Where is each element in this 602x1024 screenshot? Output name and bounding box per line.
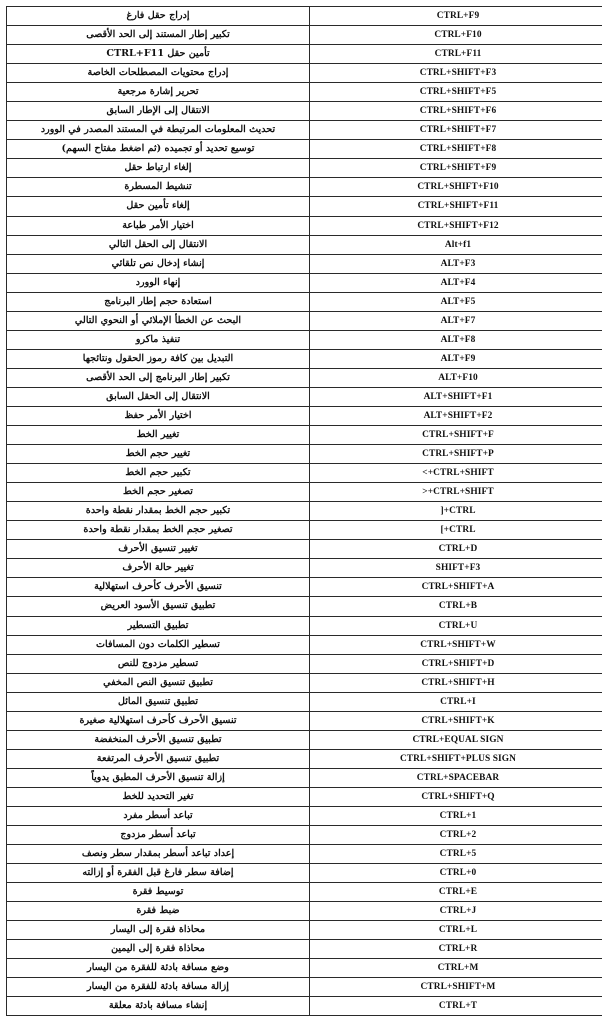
shortcut-key: CTRL+E [310, 883, 602, 902]
shortcut-key: CTRL+EQUAL SIGN [310, 730, 602, 749]
shortcut-description: تحرير إشارة مرجعية [7, 83, 310, 102]
table-row [7, 826, 602, 845]
shortcut-key: CTRL+2 [310, 826, 602, 845]
shortcut-key: CTRL+SHIFT+D [310, 654, 602, 673]
table-row [7, 368, 602, 387]
shortcut-key: CTRL+SHIFT+H [310, 673, 602, 692]
shortcut-description: تغيير حالة الأحرف [7, 559, 310, 578]
shortcut-key: >+CTRL+SHIFT [310, 483, 602, 502]
shortcut-description: تغيير حجم الخط [7, 445, 310, 464]
shortcut-key: SHIFT+F3 [310, 559, 602, 578]
shortcut-description: البحث عن الخطأ الإملائي أو النحوي التالي [7, 311, 310, 330]
shortcut-key: CTRL+SHIFT+F3 [310, 64, 602, 83]
table-row [7, 883, 602, 902]
table-row [7, 749, 602, 768]
shortcut-key: CTRL+0 [310, 864, 602, 883]
shortcut-key: [+CTRL [310, 521, 602, 540]
shortcut-key: CTRL+1 [310, 806, 602, 825]
shortcut-key: CTRL+F9 [310, 7, 602, 26]
shortcut-key: CTRL+SHIFT+F11 [310, 197, 602, 216]
shortcut-key: CTRL+SHIFT+M [310, 978, 602, 997]
shortcut-key: ALT+SHIFT+F2 [310, 406, 602, 425]
shortcut-description: إزالة تنسيق الأحرف المطبق يدوياً [7, 768, 310, 787]
table-row [7, 83, 602, 102]
table-row [7, 330, 602, 349]
shortcut-description: تصغير حجم الخط [7, 483, 310, 502]
shortcut-key: CTRL+5 [310, 845, 602, 864]
table-row [7, 45, 602, 64]
shortcuts-table [6, 6, 602, 1016]
shortcut-description: ضبط فقرة [7, 902, 310, 921]
shortcut-key: CTRL+SHIFT+F7 [310, 121, 602, 140]
shortcuts-table-body [7, 7, 602, 1016]
table-row [7, 902, 602, 921]
shortcut-description: محاذاة فقرة إلى اليسار [7, 921, 310, 940]
shortcut-key: CTRL+SHIFT+P [310, 445, 602, 464]
table-row [7, 292, 602, 311]
shortcut-key: CTRL+SHIFT+F [310, 426, 602, 445]
table-row [7, 806, 602, 825]
table-row [7, 159, 602, 178]
table-row [7, 64, 602, 83]
table-row [7, 940, 602, 959]
shortcut-key: CTRL+SHIFT+PLUS SIGN [310, 749, 602, 768]
shortcut-key: CTRL+I [310, 692, 602, 711]
table-row [7, 464, 602, 483]
shortcut-key: CTRL+SHIFT+F12 [310, 216, 602, 235]
table-row [7, 635, 602, 654]
shortcut-key: CTRL+SPACEBAR [310, 768, 602, 787]
shortcut-description: تطبيق تنسيق المائل [7, 692, 310, 711]
table-row [7, 26, 602, 45]
table-row [7, 349, 602, 368]
shortcut-description: إنشاء إدخال نص تلقائي [7, 254, 310, 273]
shortcut-description: تطبيق تنسيق الأحرف المنخفضة [7, 730, 310, 749]
shortcut-description: تكبير إطار البرنامج إلى الحد الأقصى [7, 368, 310, 387]
shortcut-key: CTRL+SHIFT+F6 [310, 102, 602, 121]
shortcut-key: ALT+F8 [310, 330, 602, 349]
shortcut-key: ALT+F10 [310, 368, 602, 387]
table-row [7, 692, 602, 711]
shortcut-description: تباعد أسطر مفرد [7, 806, 310, 825]
table-row [7, 521, 602, 540]
table-row [7, 273, 602, 292]
shortcut-description: تكبير حجم الخط بمقدار نقطة واحدة [7, 502, 310, 521]
shortcut-key: Alt+f1 [310, 235, 602, 254]
table-row [7, 140, 602, 159]
shortcut-description: اختيار الأمر طباعة [7, 216, 310, 235]
table-row [7, 768, 602, 787]
shortcut-key: CTRL+SHIFT+K [310, 711, 602, 730]
shortcut-description: إعداد تباعد أسطر بمقدار سطر ونصف [7, 845, 310, 864]
shortcut-key: CTRL+B [310, 597, 602, 616]
shortcut-key: ALT+F3 [310, 254, 602, 273]
table-row [7, 216, 602, 235]
table-row [7, 673, 602, 692]
table-row [7, 406, 602, 425]
shortcut-description: تأمين حقل CTRL+F11 [7, 45, 310, 64]
shortcut-key: CTRL+J [310, 902, 602, 921]
shortcut-description: تسطير مزدوج للنص [7, 654, 310, 673]
shortcut-description: استعادة حجم إطار البرنامج [7, 292, 310, 311]
shortcut-description: إلغاء ارتباط حقل [7, 159, 310, 178]
shortcut-description: إدراج حقل فارغ [7, 7, 310, 26]
shortcut-key: CTRL+SHIFT+F9 [310, 159, 602, 178]
table-row [7, 997, 602, 1016]
shortcut-key: <+CTRL+SHIFT [310, 464, 602, 483]
shortcut-description: تغير التحديد للخط [7, 787, 310, 806]
table-row [7, 730, 602, 749]
table-row [7, 864, 602, 883]
shortcut-description: إزالة مسافة بادئة للفقرة من اليسار [7, 978, 310, 997]
table-row [7, 921, 602, 940]
shortcut-description: إنشاء مسافة بادئة معلقة [7, 997, 310, 1016]
table-row [7, 197, 602, 216]
shortcut-key: CTRL+SHIFT+F10 [310, 178, 602, 197]
shortcut-description: توسيع تحديد أو تجميده (ثم اضغط مفتاح السهم) [7, 140, 310, 159]
shortcut-description: الانتقال إلى الإطار السابق [7, 102, 310, 121]
table-row [7, 540, 602, 559]
table-row [7, 787, 602, 806]
table-row [7, 311, 602, 330]
shortcut-key: CTRL+SHIFT+A [310, 578, 602, 597]
table-row [7, 235, 602, 254]
shortcut-description: تنشيط المسطرة [7, 178, 310, 197]
shortcut-key: CTRL+SHIFT+F5 [310, 83, 602, 102]
shortcut-description: الانتقال إلى الحقل السابق [7, 387, 310, 406]
table-row [7, 959, 602, 978]
table-row [7, 578, 602, 597]
shortcut-description: توسيط فقرة [7, 883, 310, 902]
shortcut-description: تنسيق الأحرف كأحرف استهلالية [7, 578, 310, 597]
shortcut-key: CTRL+R [310, 940, 602, 959]
shortcut-description: تغيير تنسيق الأحرف [7, 540, 310, 559]
shortcut-description: تكبير إطار المستند إلى الحد الأقصى [7, 26, 310, 45]
table-row [7, 845, 602, 864]
shortcut-description: تطبيق التسطير [7, 616, 310, 635]
table-row [7, 978, 602, 997]
shortcut-key: ALT+F4 [310, 273, 602, 292]
table-row [7, 102, 602, 121]
shortcut-key: CTRL+T [310, 997, 602, 1016]
table-row [7, 387, 602, 406]
shortcut-key: ALT+SHIFT+F1 [310, 387, 602, 406]
shortcut-key: CTRL+L [310, 921, 602, 940]
shortcut-description: تصغير حجم الخط بمقدار نقطة واحدة [7, 521, 310, 540]
shortcut-key: CTRL+SHIFT+W [310, 635, 602, 654]
shortcut-description: محاذاة فقرة إلى اليمين [7, 940, 310, 959]
shortcut-description: تطبيق تنسيق النص المخفي [7, 673, 310, 692]
table-row [7, 445, 602, 464]
table-row [7, 711, 602, 730]
shortcut-description: إلغاء تأمين حقل [7, 197, 310, 216]
table-row [7, 559, 602, 578]
shortcut-key: CTRL+D [310, 540, 602, 559]
shortcut-key: ALT+F5 [310, 292, 602, 311]
shortcut-description: تنسيق الأحرف كأحرف استهلالية صغيرة [7, 711, 310, 730]
shortcut-key: CTRL+SHIFT+Q [310, 787, 602, 806]
table-row [7, 178, 602, 197]
shortcut-description: تطبيق تنسيق الأسود العريض [7, 597, 310, 616]
table-row [7, 502, 602, 521]
table-row [7, 597, 602, 616]
shortcut-description: تحديث المعلومات المرتبطة في المستند المصدر في الوورد [7, 121, 310, 140]
shortcut-description: التبديل بين كافة رموز الحقول ونتائجها [7, 349, 310, 368]
shortcut-key: CTRL+M [310, 959, 602, 978]
shortcut-key: CTRL+U [310, 616, 602, 635]
shortcut-description: تغيير الخط [7, 426, 310, 445]
shortcut-key: ]+CTRL [310, 502, 602, 521]
table-row [7, 254, 602, 273]
shortcut-description: تنفيذ ماكرو [7, 330, 310, 349]
table-row [7, 426, 602, 445]
shortcut-description: إضافة سطر فارغ قبل الفقرة أو إزالته [7, 864, 310, 883]
shortcut-description: الانتقال إلى الحقل التالي [7, 235, 310, 254]
shortcut-description: تكبير حجم الخط [7, 464, 310, 483]
table-row [7, 654, 602, 673]
shortcut-key: ALT+F7 [310, 311, 602, 330]
shortcut-description: اختيار الأمر حفظ [7, 406, 310, 425]
shortcut-key: CTRL+SHIFT+F8 [310, 140, 602, 159]
shortcut-description: إدراج محتويات المصطلحات الخاصة [7, 64, 310, 83]
shortcut-description: وضع مسافة بادئة للفقرة من اليسار [7, 959, 310, 978]
shortcut-description: تباعد أسطر مزدوج [7, 826, 310, 845]
shortcut-description: تسطير الكلمات دون المسافات [7, 635, 310, 654]
table-row [7, 121, 602, 140]
shortcut-key: CTRL+F10 [310, 26, 602, 45]
table-row [7, 7, 602, 26]
shortcut-key: CTRL+F11 [310, 45, 602, 64]
shortcut-description: تطبيق تنسيق الأحرف المرتفعة [7, 749, 310, 768]
table-row [7, 616, 602, 635]
shortcut-key: ALT+F9 [310, 349, 602, 368]
shortcut-description: إنهاء الوورد [7, 273, 310, 292]
table-row [7, 483, 602, 502]
